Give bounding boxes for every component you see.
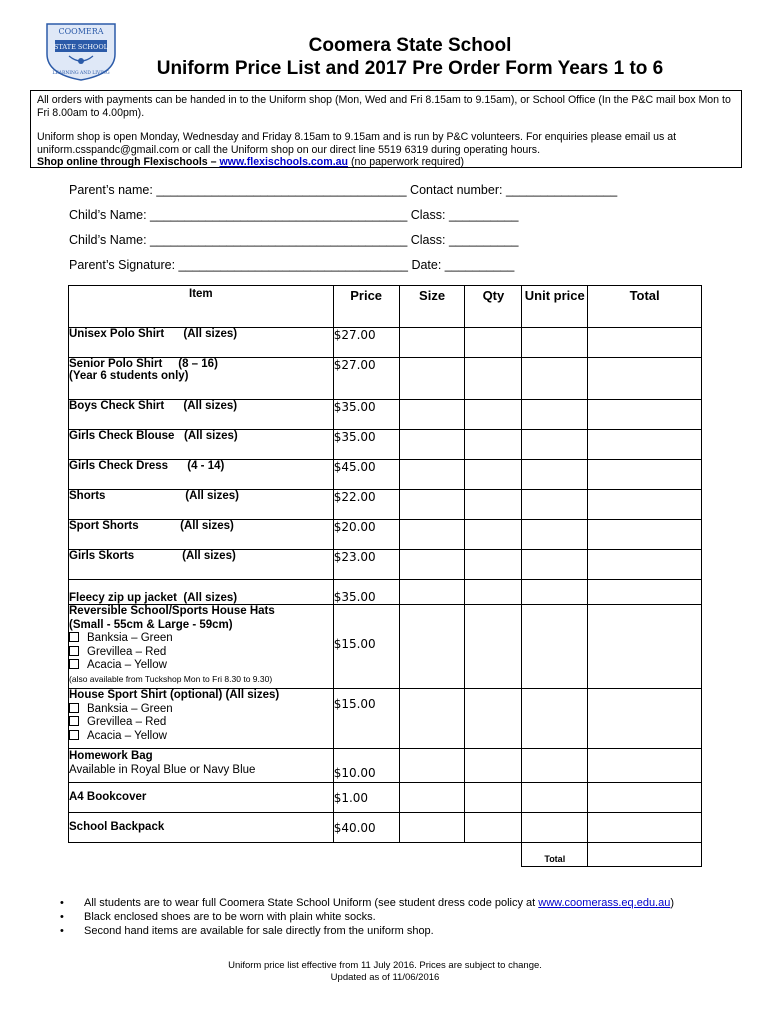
- unit-price-cell[interactable]: [522, 358, 588, 400]
- item-price: $40.00: [333, 813, 399, 843]
- size-cell[interactable]: [399, 813, 465, 843]
- total-cell[interactable]: [588, 689, 702, 749]
- item-price: $35.00: [333, 580, 399, 605]
- logo-middle-text: STATE SCHOOL: [54, 43, 108, 51]
- item-name: Girls Skorts (All sizes): [69, 550, 334, 580]
- table-row: [69, 460, 702, 490]
- size-cell[interactable]: [399, 689, 465, 749]
- item-price: $35.00: [333, 400, 399, 430]
- footer-updated: Updated as of 11/06/2016: [330, 972, 440, 983]
- qty-cell[interactable]: [465, 580, 522, 605]
- header-size: Size: [399, 286, 465, 328]
- total-cell[interactable]: [588, 520, 702, 550]
- flexischools-link[interactable]: www.flexischools.com.au: [219, 156, 349, 168]
- form-title: Uniform Price List and 2017 Pre Order Form Years 1 to 6: [156, 58, 664, 79]
- size-cell[interactable]: [399, 749, 465, 783]
- child-name-field-2[interactable]: Child’s Name: _____________________________________ Class: __________: [69, 233, 519, 247]
- table-row: [69, 520, 702, 550]
- header-total: Total: [588, 286, 702, 328]
- unit-price-cell[interactable]: [522, 749, 588, 783]
- note-dress-code: • All students are to wear full Coomera State School Uniform (see student dress code policy at www.coomerass.eq.edu.au): [60, 896, 674, 910]
- signature-field[interactable]: Parent’s Signature: _________________________________ Date: __________: [69, 258, 515, 272]
- item-price: $10.00: [333, 749, 399, 783]
- qty-cell[interactable]: [465, 460, 522, 490]
- logo-top-text: COOMERA: [58, 27, 104, 36]
- unit-price-cell[interactable]: [522, 490, 588, 520]
- table-row: [69, 328, 702, 358]
- header-qty: Qty: [465, 286, 522, 328]
- total-row: [69, 843, 702, 867]
- hats-item: Reversible School/Sports House Hats (Small - 55cm & Large - 59cm) Banksia – Green Grevillea – Red Acacia – Yellow (also available from Tuckshop Mon to Fri 8.30 to 9.30): [69, 605, 334, 689]
- unit-price-cell[interactable]: [522, 400, 588, 430]
- item-price: $1.00: [333, 783, 399, 813]
- table-row: [69, 430, 702, 460]
- item-price: $15.00: [333, 689, 399, 749]
- checkbox-icon[interactable]: [69, 730, 79, 740]
- footer-effective: Uniform price list effective from 11 July 2016. Prices are subject to change.: [228, 960, 542, 971]
- house-shirt-item: House Sport Shirt (optional) (All sizes) Banksia – Green Grevillea – Red Acacia – Yellow: [69, 689, 334, 749]
- item-price: $22.00: [333, 490, 399, 520]
- size-cell[interactable]: [399, 460, 465, 490]
- table-row: [69, 358, 702, 400]
- qty-cell[interactable]: [465, 328, 522, 358]
- item-price: $35.00: [333, 430, 399, 460]
- checkbox-icon[interactable]: [69, 632, 79, 642]
- total-cell[interactable]: [588, 490, 702, 520]
- item-name: A4 Bookcover: [69, 783, 334, 813]
- total-cell[interactable]: [588, 813, 702, 843]
- qty-cell[interactable]: [465, 689, 522, 749]
- qty-cell[interactable]: [465, 783, 522, 813]
- table-row: [69, 490, 702, 520]
- checkbox-icon[interactable]: [69, 646, 79, 656]
- item-price: $27.00: [333, 358, 399, 400]
- total-cell[interactable]: [588, 400, 702, 430]
- note-shoes: • Black enclosed shoes are to be worn with plain white socks.: [60, 910, 674, 924]
- qty-cell[interactable]: [465, 520, 522, 550]
- item-name: Senior Polo Shirt (8 – 16) (Year 6 students only): [69, 358, 334, 400]
- table-row: [69, 689, 702, 749]
- qty-cell[interactable]: [465, 605, 522, 689]
- size-cell[interactable]: [399, 550, 465, 580]
- item-name: Unisex Polo Shirt (All sizes): [69, 328, 334, 358]
- table-row: [69, 749, 702, 783]
- size-cell[interactable]: [399, 358, 465, 400]
- school-name: Coomera State School: [308, 35, 512, 56]
- qty-cell[interactable]: [465, 358, 522, 400]
- total-cell[interactable]: [588, 460, 702, 490]
- item-name: Fleecy zip up jacket (All sizes): [69, 580, 334, 605]
- item-name: Shorts (All sizes): [69, 490, 334, 520]
- homework-bag-item: Homework Bag Available in Royal Blue or Navy Blue: [69, 749, 334, 783]
- item-price: $23.00: [333, 550, 399, 580]
- table-row: [69, 550, 702, 580]
- child-name-field-1[interactable]: Child’s Name: _____________________________________ Class: __________: [69, 208, 519, 222]
- table-row: [69, 580, 702, 605]
- unit-price-cell[interactable]: [522, 783, 588, 813]
- item-name: Sport Shorts (All sizes): [69, 520, 334, 550]
- notes-list: [60, 896, 674, 938]
- item-price: $27.00: [333, 328, 399, 358]
- parent-name-field[interactable]: Parent’s name: ____________________________________ Contact number: ________________: [69, 183, 618, 197]
- grand-total-cell[interactable]: [588, 843, 702, 867]
- item-price: $45.00: [333, 460, 399, 490]
- size-cell[interactable]: [399, 328, 465, 358]
- header-price: Price: [333, 286, 399, 328]
- item-name: Girls Check Blouse (All sizes): [69, 430, 334, 460]
- total-cell[interactable]: [588, 749, 702, 783]
- size-cell[interactable]: [399, 605, 465, 689]
- unit-price-cell[interactable]: [522, 689, 588, 749]
- note-second-hand: • Second hand items are available for sale directly from the uniform shop.: [60, 924, 674, 938]
- qty-cell[interactable]: [465, 813, 522, 843]
- table-row: [69, 783, 702, 813]
- unit-price-cell[interactable]: [522, 813, 588, 843]
- unit-price-cell[interactable]: [522, 430, 588, 460]
- qty-cell[interactable]: [465, 490, 522, 520]
- size-cell[interactable]: [399, 520, 465, 550]
- total-cell[interactable]: [588, 580, 702, 605]
- unit-price-cell[interactable]: [522, 460, 588, 490]
- total-cell[interactable]: [588, 783, 702, 813]
- size-cell[interactable]: [399, 430, 465, 460]
- total-cell[interactable]: [588, 358, 702, 400]
- header-item: Item: [69, 286, 334, 328]
- qty-cell[interactable]: [465, 550, 522, 580]
- checkbox-icon[interactable]: [69, 659, 79, 669]
- size-cell[interactable]: [399, 490, 465, 520]
- online-info: Shop online through Flexischools – www.flexischools.com.au (no paperwork required): [37, 156, 465, 168]
- header-unit-price: Unit price: [522, 286, 588, 328]
- unit-price-cell[interactable]: [522, 328, 588, 358]
- table-row: [69, 813, 702, 843]
- item-price: $15.00: [333, 605, 399, 689]
- table-row: [69, 605, 702, 689]
- shop-hours-info: Uniform shop is open Monday, Wednesday and Friday 8.15am to 9.15am and is run by P&C volunteers. For enquiries please email us at uniform.csspandc@gmail.com or call the Uniform shop on our direct line 5519 6319 during operating hours.: [37, 131, 677, 156]
- total-cell[interactable]: [588, 605, 702, 689]
- qty-cell[interactable]: [465, 749, 522, 783]
- total-cell[interactable]: [588, 328, 702, 358]
- checkbox-icon[interactable]: [69, 716, 79, 726]
- unit-price-cell[interactable]: [522, 605, 588, 689]
- total-cell[interactable]: [588, 550, 702, 580]
- size-cell[interactable]: [399, 400, 465, 430]
- orders-info: All orders with payments can be handed in to the Uniform shop (Mon, Wed and Fri 8.15am to 9.15am), or School Office (In the P&C mail box Mon to Fri 8.00am to 4.00pm).: [37, 94, 731, 119]
- unit-price-cell[interactable]: [522, 520, 588, 550]
- dress-code-link[interactable]: www.coomerass.eq.edu.au: [538, 897, 671, 909]
- size-cell[interactable]: [399, 580, 465, 605]
- unit-price-cell[interactable]: [522, 550, 588, 580]
- item-price: $20.00: [333, 520, 399, 550]
- table-row: [69, 400, 702, 430]
- qty-cell[interactable]: [465, 400, 522, 430]
- info-box: [30, 90, 742, 168]
- size-cell[interactable]: [399, 783, 465, 813]
- checkbox-icon[interactable]: [69, 703, 79, 713]
- table-header-row: [69, 286, 702, 328]
- price-table: [68, 285, 702, 867]
- item-name: School Backpack: [69, 813, 334, 843]
- total-label: Total: [522, 843, 588, 867]
- qty-cell[interactable]: [465, 430, 522, 460]
- total-cell[interactable]: [588, 430, 702, 460]
- logo-bottom-text: LEARNING AND LIVING: [52, 71, 110, 76]
- unit-price-cell[interactable]: [522, 580, 588, 605]
- item-name: Girls Check Dress (4 - 14): [69, 460, 334, 490]
- item-name: Boys Check Shirt (All sizes): [69, 400, 334, 430]
